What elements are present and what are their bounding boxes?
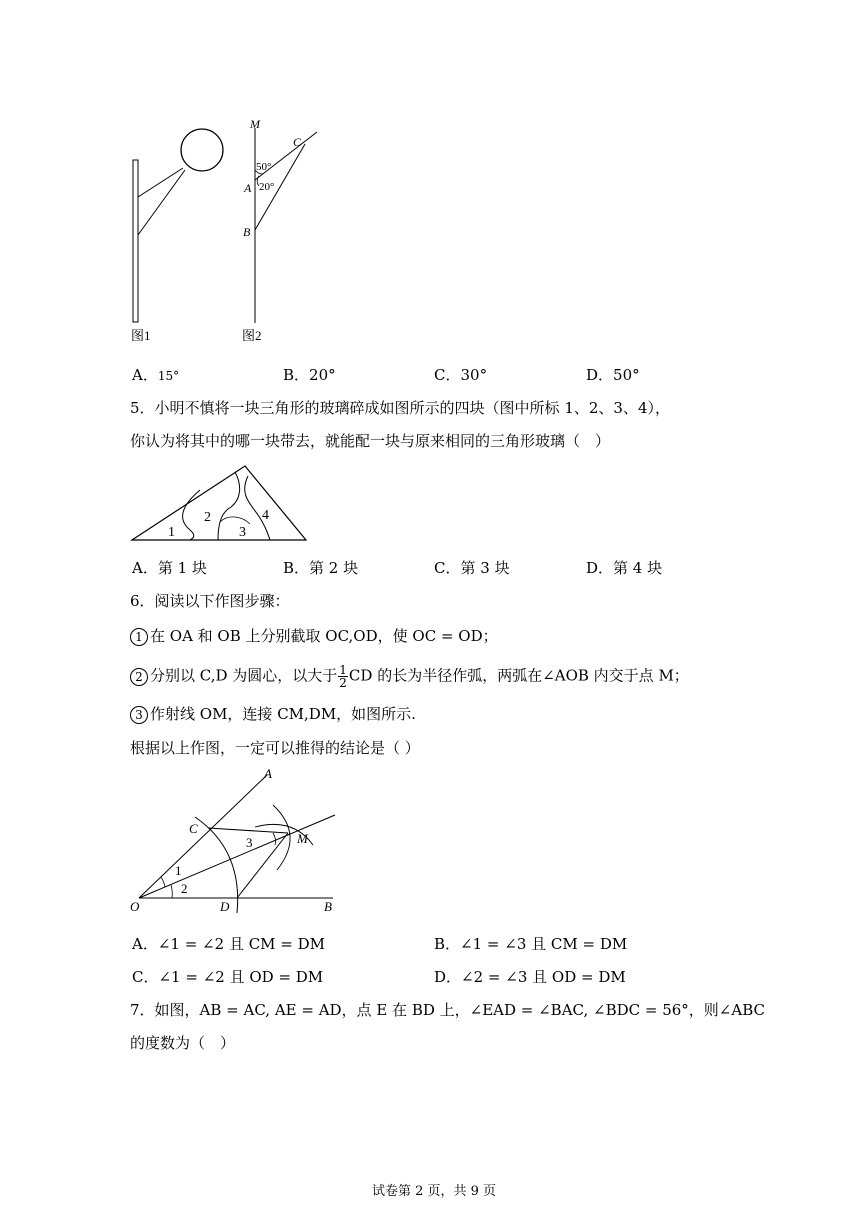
step-number-badge: 1 — [130, 628, 148, 646]
angle-label-3: 3 — [246, 835, 253, 850]
q4-option-a[interactable] — [132, 364, 179, 385]
q6-option-a[interactable] — [132, 933, 325, 954]
option-key: D． — [434, 968, 462, 986]
fig2-angle-50: 50° — [256, 161, 272, 173]
step-text-pre: 分别以 C,D 为圆心，以大于 — [150, 666, 338, 685]
q6-option-d[interactable] — [434, 966, 626, 987]
segment-cm — [208, 828, 288, 833]
fig2-angle-20: 20° — [259, 181, 275, 193]
angle-label-2: 2 — [181, 881, 188, 896]
q5-option-b[interactable] — [283, 557, 358, 578]
option-key: A． — [132, 366, 158, 384]
option-text: 第 3 块 — [460, 559, 510, 577]
fraction-one-half — [338, 664, 348, 689]
fig1-ring — [181, 129, 223, 171]
fig1-arm-brace — [138, 170, 185, 235]
q7-stem-line2: 的度数为（ ） — [130, 1034, 236, 1052]
option-text: 第 1 块 — [157, 559, 207, 577]
option-text: 第 2 块 — [309, 559, 359, 577]
option-text: 50° — [613, 366, 640, 384]
fig2-point-m: M — [250, 117, 260, 131]
q6-step-3 — [130, 704, 416, 724]
step-number-badge: 2 — [130, 668, 148, 686]
option-key: A． — [132, 559, 158, 577]
angle-arc-2 — [171, 885, 172, 898]
q6-step-1 — [130, 626, 498, 646]
option-key: B． — [283, 366, 310, 384]
q6-title: 6．阅读以下作图步骤： — [130, 592, 290, 610]
option-key: C． — [132, 968, 159, 986]
option-key: C． — [434, 559, 461, 577]
angle-label-1: 1 — [175, 863, 182, 878]
fig2-point-c: C — [293, 135, 302, 149]
figure-q6-angle-bisector — [125, 765, 345, 920]
option-text: ∠1 = ∠2 且 CM = DM — [157, 935, 326, 953]
point-label-b: B — [324, 899, 332, 914]
figure-q5-broken-triangle — [128, 462, 313, 547]
q5-stem-line2: 你认为将其中的哪一块带去，就能配一块与原来相同的三角形玻璃（ ） — [130, 432, 611, 450]
q6-option-c[interactable] — [132, 966, 323, 987]
piece-label-1: 1 — [168, 525, 175, 540]
fraction-denominator: 2 — [339, 676, 347, 690]
piece-label-4: 4 — [262, 508, 269, 523]
step-number-badge: 3 — [130, 706, 148, 724]
option-text: ∠2 = ∠3 且 OD = DM — [461, 968, 626, 986]
option-text: 15° — [157, 369, 180, 383]
piece-label-3: 3 — [239, 525, 246, 540]
step-text: 在 OA 和 OB 上分别截取 OC,OD，使 OC = OD； — [150, 627, 498, 645]
fig1-post — [133, 160, 138, 322]
option-text: 20° — [309, 366, 336, 384]
q4-option-c[interactable] — [434, 364, 487, 385]
step-text-post: CD 的长为半径作弧，两弧在∠AOB 内交于点 M； — [348, 666, 689, 685]
fig1-label: 图1 — [131, 328, 151, 343]
angle-arc-3 — [273, 833, 275, 845]
figure-q4 — [125, 110, 335, 350]
q6-question: 根据以上作图，一定可以推得的结论是（ ） — [130, 739, 420, 757]
option-key: C． — [434, 366, 461, 384]
q5-option-a[interactable] — [132, 557, 207, 578]
fig2-label: 图2 — [242, 328, 262, 343]
q4-option-d[interactable] — [586, 364, 640, 385]
option-text: ∠1 = ∠3 且 CM = DM — [460, 935, 628, 953]
fraction-numerator: 1 — [339, 663, 347, 677]
option-text: 第 4 块 — [613, 559, 663, 577]
option-key: B． — [283, 559, 310, 577]
q5-option-d[interactable] — [586, 557, 662, 578]
piece-label-2: 2 — [204, 510, 211, 525]
option-key: B． — [434, 935, 461, 953]
page-footer: 试卷第 2 页，共 9 页 — [371, 1184, 497, 1199]
option-text: 30° — [460, 366, 488, 384]
point-label-m: M — [297, 831, 308, 846]
point-label-o: O — [130, 899, 140, 914]
point-label-a: A — [264, 766, 272, 781]
fig2-point-a: A — [244, 181, 252, 195]
option-key: D． — [586, 366, 614, 384]
step-text: 作射线 OM，连接 CM,DM，如图所示. — [150, 705, 416, 723]
option-key: D． — [586, 559, 614, 577]
q5-option-c[interactable] — [434, 557, 510, 578]
q5-stem-line1: 5．小明不慎将一块三角形的玻璃碎成如图所示的四块（图中所标 1、2、3、4）， — [130, 399, 670, 417]
crack-4 — [220, 517, 250, 524]
q4-option-b[interactable] — [283, 364, 336, 385]
angle-arc-1 — [161, 877, 165, 887]
point-label-c: C — [189, 821, 198, 836]
fig2-point-b: B — [243, 225, 251, 239]
q7-stem-line1: 7．如图，AB = AC, AE = AD，点 E 在 BD 上，∠EAD = ∠BAC, ∠BDC = 56°，则∠ABC — [130, 1001, 765, 1019]
option-key: A． — [132, 935, 158, 953]
point-label-d: D — [220, 899, 230, 914]
q6-step-2 — [130, 664, 689, 689]
q6-option-b[interactable] — [434, 933, 627, 954]
option-text: ∠1 = ∠2 且 OD = DM — [158, 968, 324, 986]
